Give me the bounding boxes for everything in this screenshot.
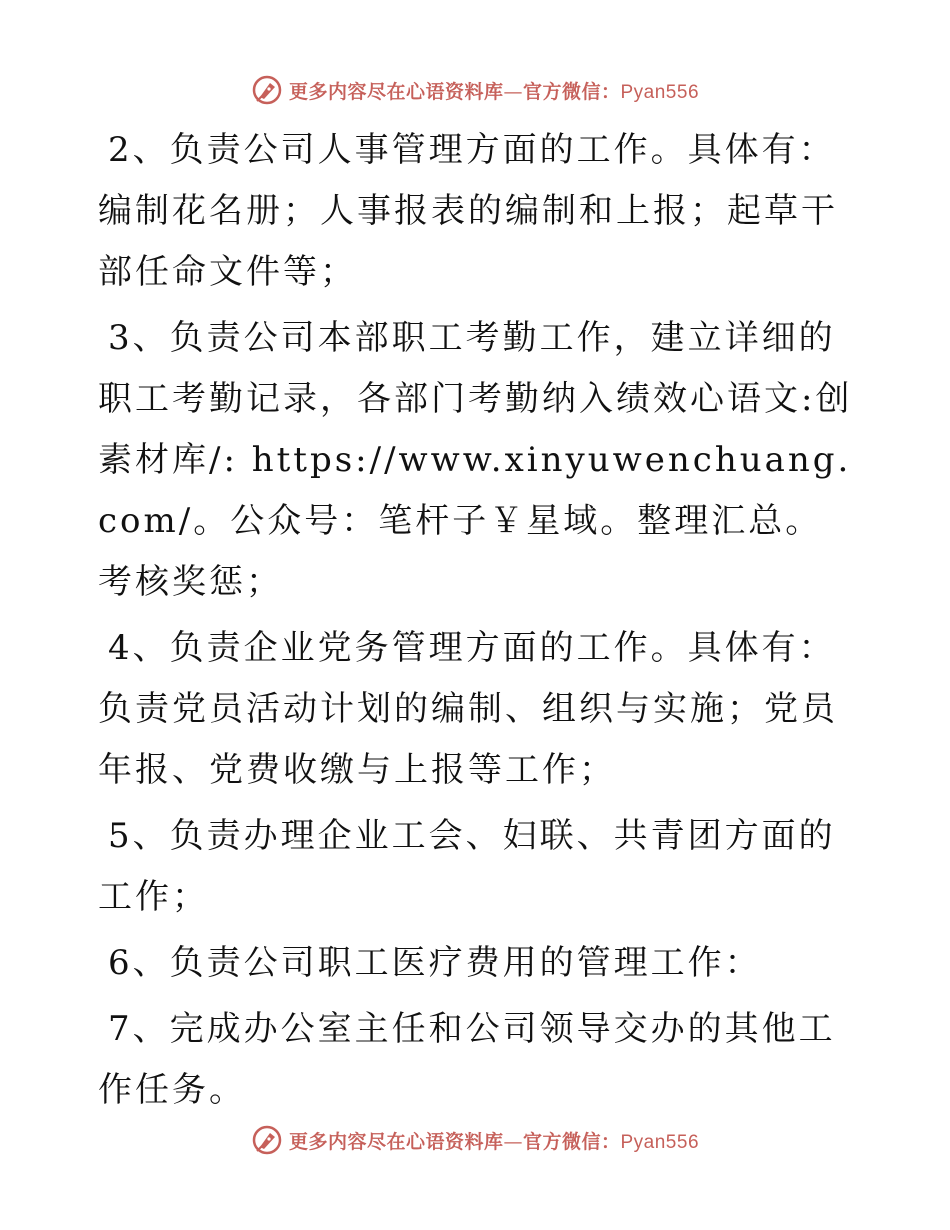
- footer-banner-text: [289, 1127, 699, 1154]
- header-banner-inner: [251, 74, 699, 106]
- paragraph-item-2: 2、负责公司人事管理方面的工作。具体有：编制花名册；人事报表的编制和上报；起草干部任命文件等；: [98, 130, 838, 292]
- paragraph-item-5: 5、负责办理企业工会、妇联、共青团方面的工作；: [98, 816, 836, 917]
- footer-banner-separator: —: [503, 1130, 523, 1153]
- footer-banner-inner: [251, 1124, 699, 1156]
- header-banner-text: [289, 77, 699, 104]
- red-pen-nib-logo-icon: [251, 1124, 283, 1156]
- header-banner-separator: —: [503, 80, 523, 103]
- footer-banner-main: 更多内容尽在心语资料库: [288, 1130, 504, 1153]
- red-pen-nib-logo-icon: [251, 74, 283, 106]
- header-banner-wechat-id: Pyan556: [620, 81, 700, 103]
- paragraph-item-6: 6、负责公司职工医疗费用的管理工作：: [108, 943, 762, 983]
- header-banner-tail: 官方微信：: [522, 80, 621, 103]
- footer-banner-tail: 官方微信：: [522, 1130, 621, 1153]
- header-banner: [0, 70, 950, 110]
- footer-banner-wechat-id: Pyan556: [620, 1131, 700, 1153]
- paragraph-item-4: 4、负责企业党务管理方面的工作。具体有：负责党员活动计划的编制、组织与实施；党员年报、党费收缴与上报等工作；: [98, 628, 838, 790]
- paragraph-item-7: 7、完成办公室主任和公司领导交办的其他工作任务。: [98, 1009, 836, 1110]
- document-body: [98, 120, 853, 1126]
- footer-banner: [0, 1120, 950, 1160]
- header-banner-main: 更多内容尽在心语资料库: [288, 80, 504, 103]
- paragraph-item-3: 3、负责公司本部职工考勤工作，建立详细的职工考勤记录，各部门考勤纳入绩效心语文:创素材库/: https://www.xinyuwenchuang.com/。公众号：笔杆子￥星域。整理汇总。考核奖惩；: [98, 318, 853, 602]
